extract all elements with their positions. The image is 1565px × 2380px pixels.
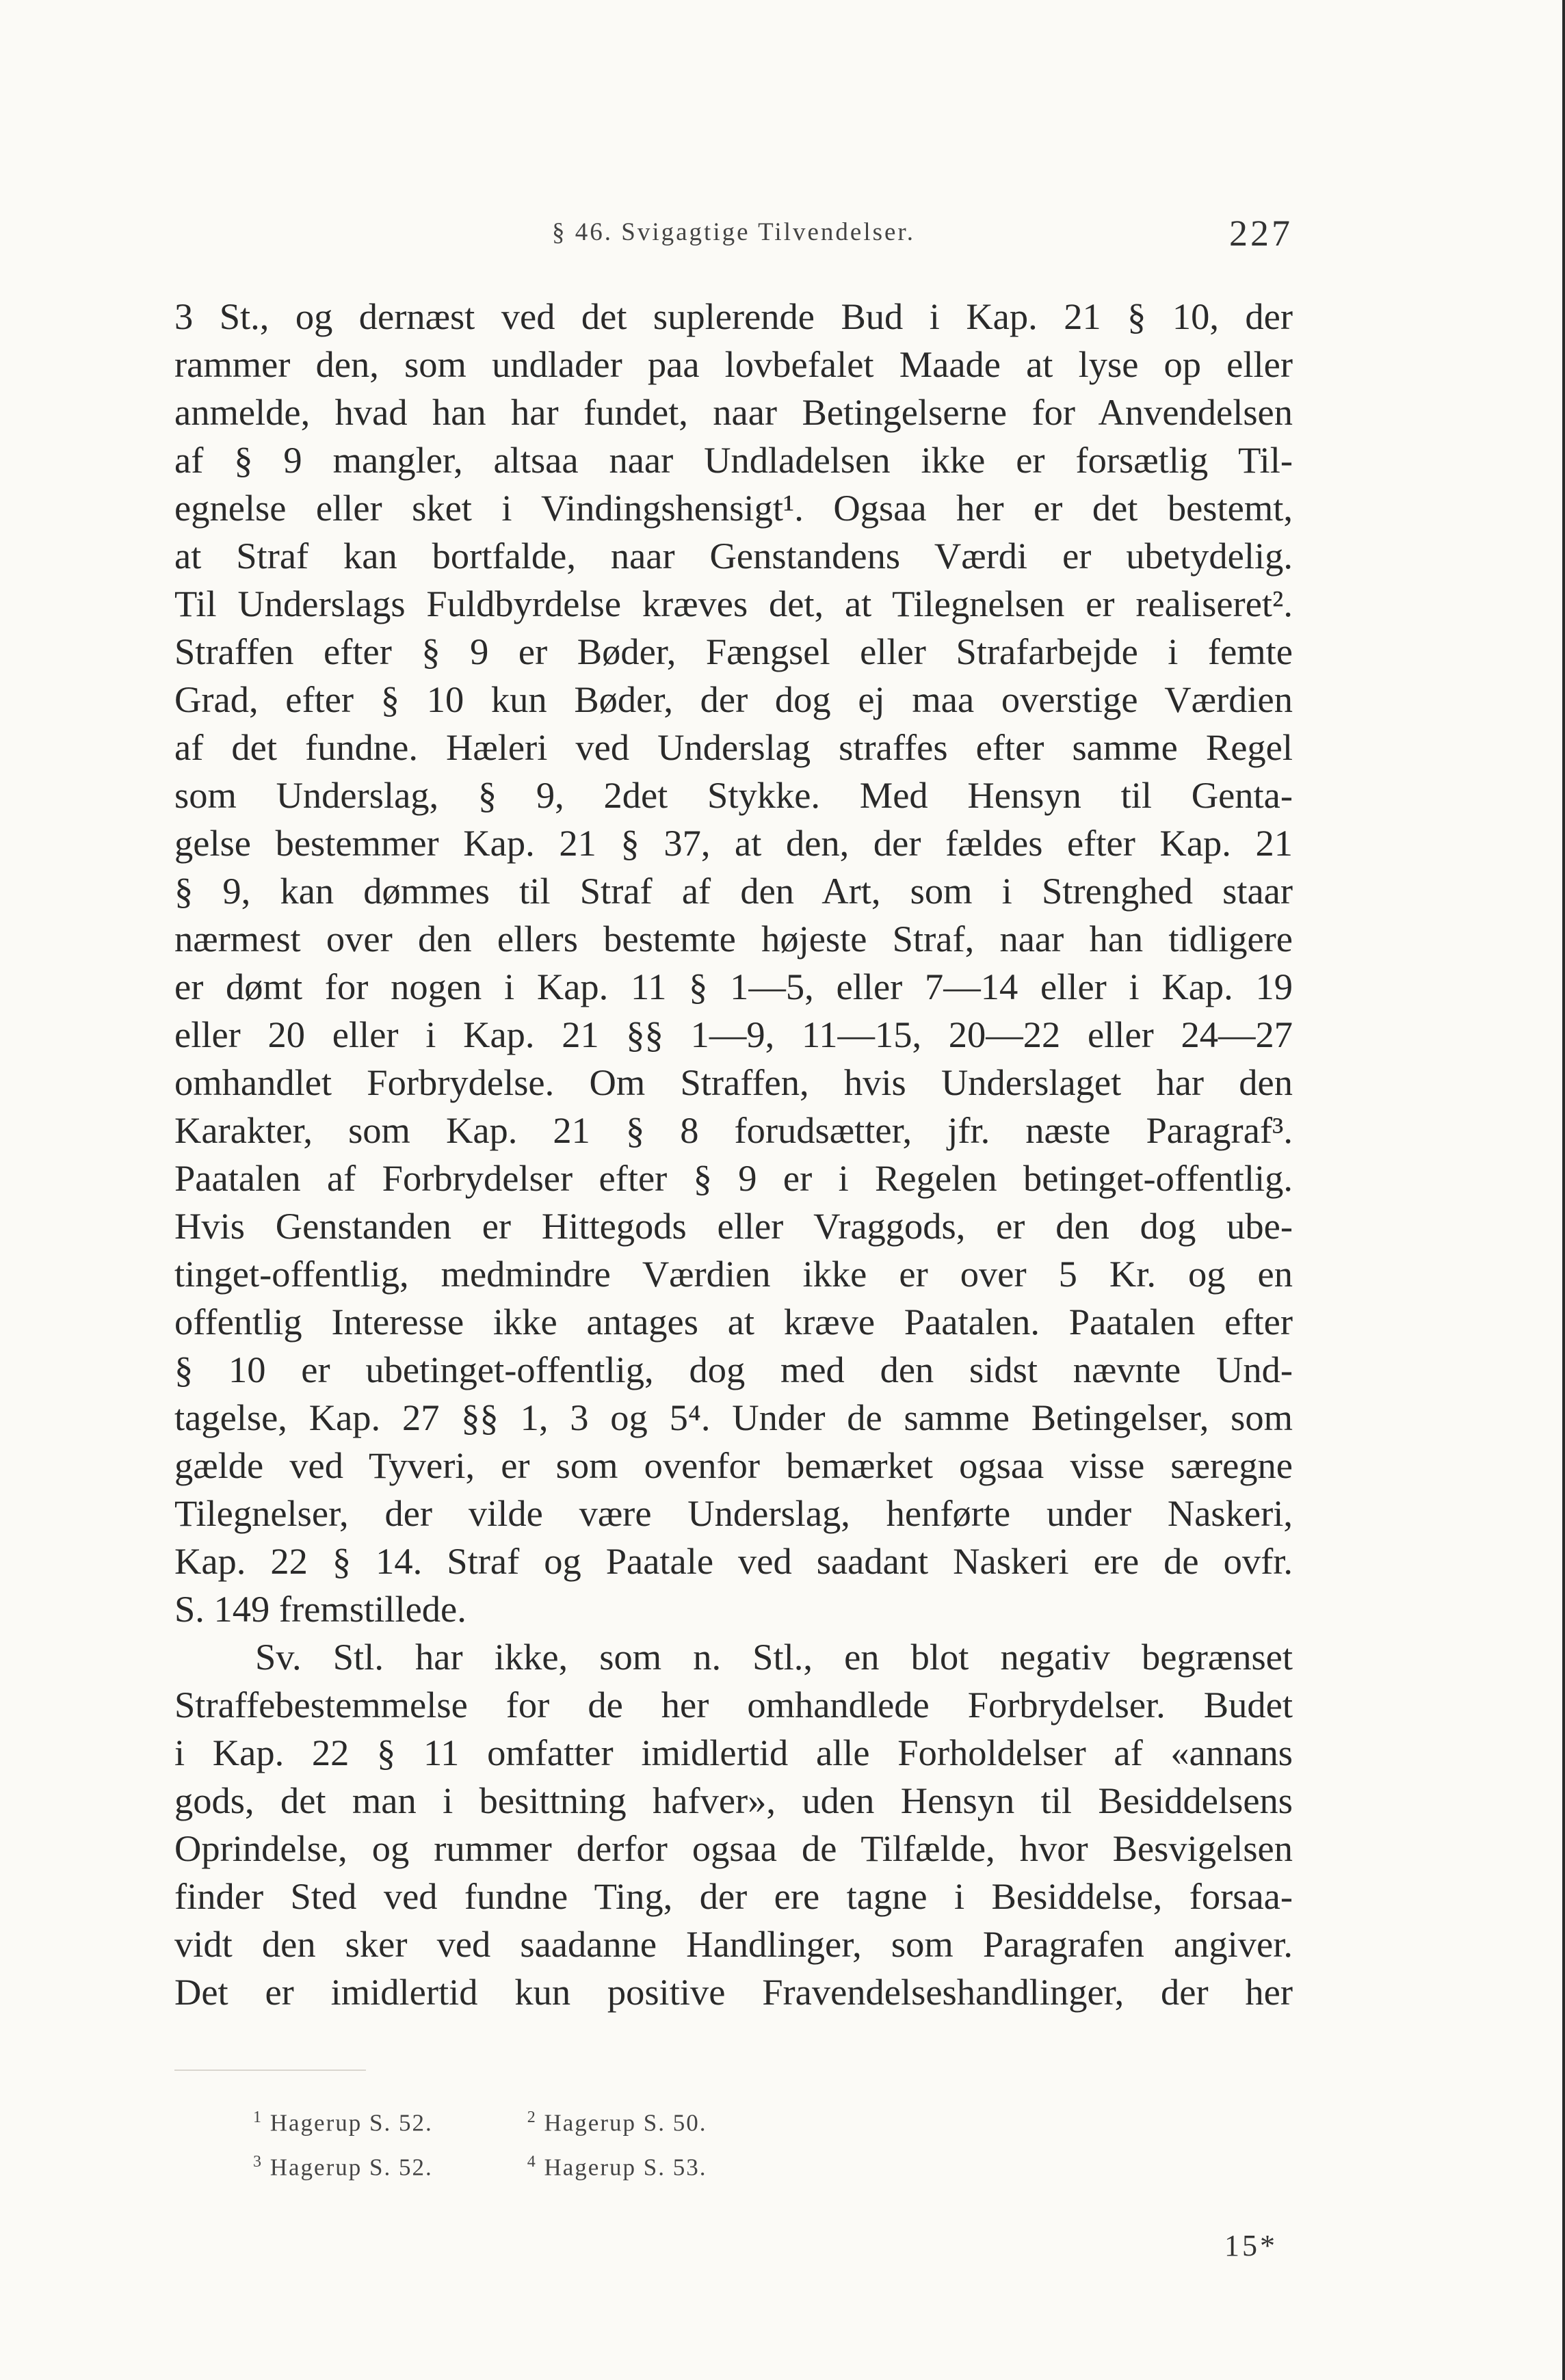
- text-line: tagelse, Kap. 27 §§ 1, 3 og 5⁴. Under de samme Betingelser, som: [174, 1397, 1293, 1438]
- text-line: er dømt for nogen i Kap. 11 § 1—5, eller 7—14 eller i Kap. 19: [174, 966, 1293, 1007]
- text-line: gods, det man i besittning hafver», uden Hensyn til Besiddelsens: [174, 1780, 1293, 1821]
- text-line: eller 20 eller i Kap. 21 §§ 1—9, 11—15, 20—22 eller 24—27: [174, 1014, 1293, 1055]
- running-title: § 46. Svigagtige Tilvendelser.: [552, 218, 915, 246]
- footnote-mark: 3: [253, 2152, 263, 2171]
- text-line: Grad, efter § 10 kun Bøder, der dog ej maa overstige Værdien: [174, 678, 1293, 720]
- text-line: finder Sted ved fundne Ting, der ere tagne i Besiddelse, forsaa-: [174, 1875, 1293, 1917]
- text-line: Kap. 22 § 14. Straf og Paatale ved saadant Naskeri ere de ovfr.: [174, 1540, 1293, 1582]
- text-line: Oprindelse, og rummer derfor ogsaa de Tilfælde, hvor Besvigelsen: [174, 1827, 1293, 1869]
- footnote-text: Hagerup S. 53.: [544, 2154, 707, 2181]
- text-line: tinget-offentlig, medmindre Værdien ikke er over 5 Kr. og en: [174, 1253, 1293, 1295]
- signature-mark: 15*: [1224, 2229, 1278, 2262]
- text-line: Sv. Stl. har ikke, som n. Stl., en blot negativ begrænset: [255, 1636, 1293, 1678]
- text-line: gelse bestemmer Kap. 21 § 37, at den, der fældes efter Kap. 21: [174, 822, 1293, 864]
- footnote: [253, 2098, 520, 2143]
- text-line: rammer den, som undlader paa lovbefalet Maade at lyse op eller: [174, 343, 1293, 385]
- text-line: egnelse eller sket i Vindingshensigt¹. Ogsaa her er det bestemt,: [174, 487, 1293, 529]
- text-line: Hvis Genstanden er Hittegods eller Vraggods, er den dog ube-: [174, 1205, 1293, 1247]
- text-line: Straffen efter § 9 er Bøder, Fængsel eller Strafarbejde i femte: [174, 631, 1293, 672]
- footnote: [527, 2098, 794, 2143]
- text-line: Straffebestemmelse for de her omhandlede Forbrydelser. Budet: [174, 1684, 1293, 1726]
- footnotes: [253, 2098, 869, 2186]
- footnote: [527, 2143, 794, 2187]
- text-line: § 10 er ubetinget-offentlig, dog med den sidst nævnte Und-: [174, 1349, 1293, 1390]
- footnote-mark: 2: [527, 2108, 537, 2126]
- text-line: offentlig Interesse ikke antages at kræve Paatalen. Paatalen efter: [174, 1301, 1293, 1343]
- text-line: Tilegnelser, der vilde være Underslag, henførte under Naskeri,: [174, 1492, 1293, 1534]
- text-line: af § 9 mangler, altsaa naar Undladelsen ikke er forsætlig Til-: [174, 439, 1293, 481]
- footnote-row: [253, 2098, 869, 2143]
- text-line: Det er imidlertid kun positive Fravendelseshandlinger, der her: [174, 1971, 1293, 2013]
- footnote-divider: [174, 2070, 366, 2071]
- footnote-text: Hagerup S. 50.: [544, 2109, 707, 2137]
- text-line: omhandlet Forbrydelse. Om Straffen, hvis Underslaget har den: [174, 1061, 1293, 1103]
- text-line: § 9, kan dømmes til Straf af den Art, som i Strenghed staar: [174, 870, 1293, 912]
- text-line: Karakter, som Kap. 21 § 8 forudsætter, jfr. næste Paragraf³.: [174, 1109, 1293, 1151]
- footnote-mark: 4: [527, 2152, 537, 2171]
- text-line: i Kap. 22 § 11 omfatter imidlertid alle Forholdelser af «annans: [174, 1732, 1293, 1773]
- text-line: nærmest over den ellers bestemte højeste Straf, naar han tidligere: [174, 918, 1293, 960]
- text-line: Til Underslags Fuldbyrdelse kræves det, at Tilegnelsen er realiseret².: [174, 583, 1293, 624]
- page-header: [174, 205, 1293, 260]
- text-line: at Straf kan bortfalde, naar Genstandens Værdi er ubetydelig.: [174, 535, 1293, 577]
- text-line: af det fundne. Hæleri ved Underslag straffes efter samme Regel: [174, 726, 1293, 768]
- page-number: 227: [1229, 213, 1293, 254]
- footnote-row: [253, 2143, 869, 2187]
- footnote: [253, 2143, 520, 2187]
- text-line: Paatalen af Forbrydelser efter § 9 er i Regelen betinget-offentlig.: [174, 1157, 1293, 1199]
- text-line: vidt den sker ved saadanne Handlinger, som Paragrafen angiver.: [174, 1923, 1293, 1965]
- footnote-text: Hagerup S. 52.: [269, 2109, 433, 2137]
- footnote-mark: 1: [253, 2108, 263, 2126]
- text-line: 3 St., og dernæst ved det suplerende Bud i Kap. 21 § 10, der: [174, 295, 1293, 337]
- body-text: [174, 293, 1293, 2016]
- text-line: S. 149 fremstillede.: [174, 1588, 466, 1630]
- text-line: gælde ved Tyveri, er som ovenfor bemærket ogsaa visse særegne: [174, 1444, 1293, 1486]
- footnote-text: Hagerup S. 52.: [269, 2154, 433, 2181]
- text-line: som Underslag, § 9, 2det Stykke. Med Hensyn til Genta-: [174, 774, 1293, 816]
- text-line: anmelde, hvad han har fundet, naar Betingelserne for Anvendelsen: [174, 391, 1293, 433]
